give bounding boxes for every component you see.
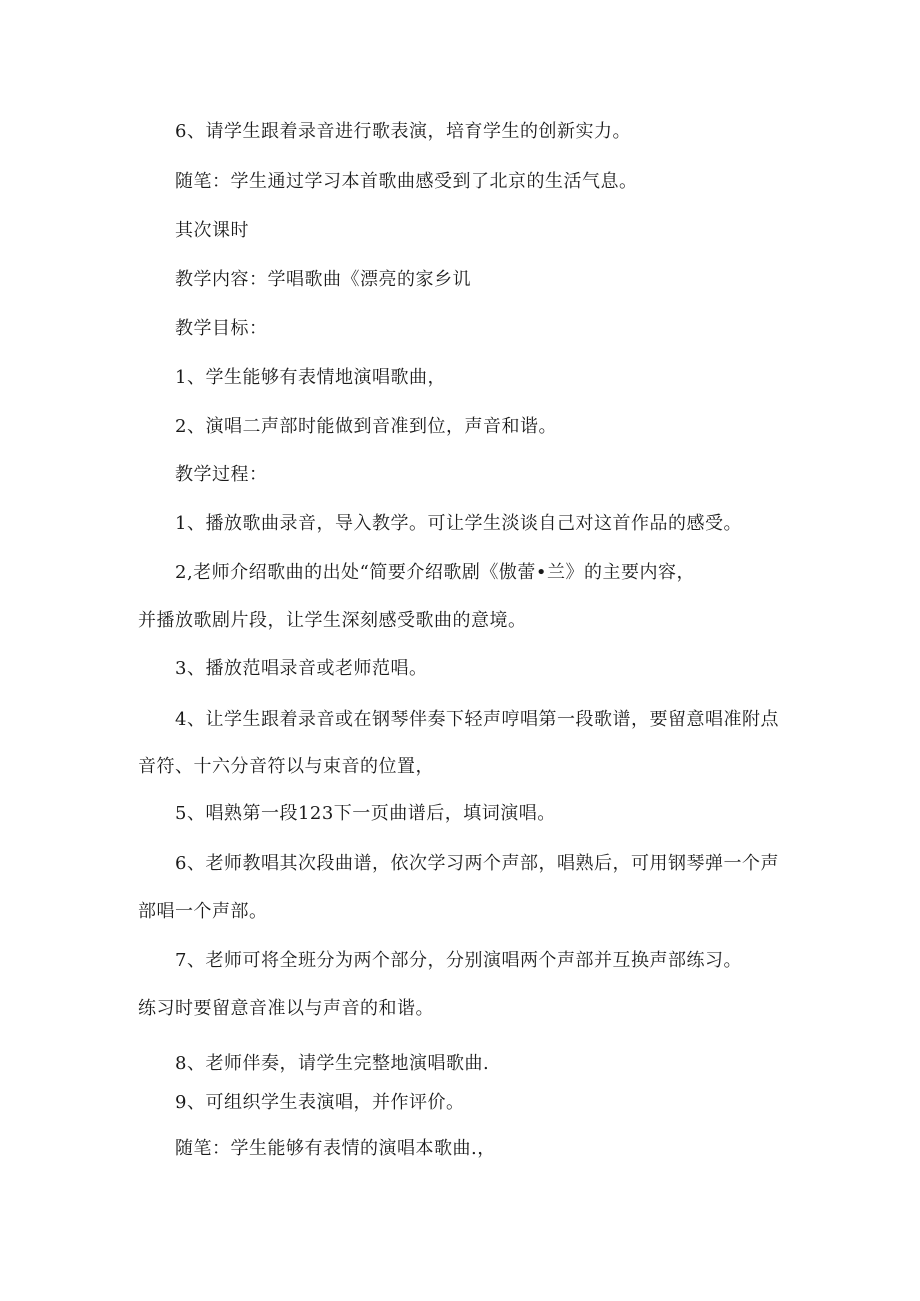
text-line: 随笔：学生通过学习本首歌曲感受到了北京的生活气息。 [175, 171, 638, 192]
text-line: 2、演唱二声部时能做到音准到位，声音和谐。 [175, 416, 557, 437]
text-line: 教学过程： [175, 464, 268, 485]
text-line: 9、可组织学生表演唱，并作评价。 [175, 1092, 465, 1113]
text-line: 教学内容：学唱歌曲《漂亮的家乡讥 [175, 269, 471, 290]
text-line: 1、播放歌曲录音，导入教学。可让学生淡谈自己对这首作品的感受。 [175, 513, 742, 534]
text-line: 8、老师伴奏，请学生完整地演唱歌曲. [175, 1053, 490, 1074]
text-line: 并播放歌剧片段，让学生深刻感受歌曲的意境。 [138, 610, 527, 631]
text-line: 音符、十六分音符以与束音的位置， [138, 756, 434, 777]
text-line: 部唱一个声部。 [138, 901, 268, 922]
text-line: 5、唱熟第一段123下一页曲谱后，填词演唱。 [175, 803, 556, 824]
text-line: 6、请学生跟着录音进行歌表演，培育学生的创新实力。 [175, 121, 631, 142]
text-line: 2,老师介绍歌曲的出处“简要介绍歌剧《傲蕾•兰》的主要内容， [175, 562, 695, 583]
text-line: 其次课时 [175, 220, 249, 241]
text-line: 3、播放范唱录音或老师范唱。 [175, 658, 428, 679]
text-line: 6、老师教唱其次段曲谱，依次学习两个声部，唱熟后，可用钢琴弹一个声 [175, 853, 779, 874]
text-line: 1、学生能够有表情地演唱歌曲， [175, 367, 446, 388]
text-line: 练习时要留意音准以与声音的和谐。 [138, 998, 434, 1019]
text-line: 教学目标： [175, 318, 268, 339]
text-line: 随笔：学生能够有表情的演唱本歌曲.， [175, 1138, 496, 1159]
text-line: 7、老师可将全班分为两个部分，分别演唱两个声部并互换声部练习。 [175, 950, 742, 971]
text-line: 4、让学生跟着录音或在钢琴伴奏下轻声哼唱第一段歌谱，要留意唱准附点 [175, 709, 779, 730]
